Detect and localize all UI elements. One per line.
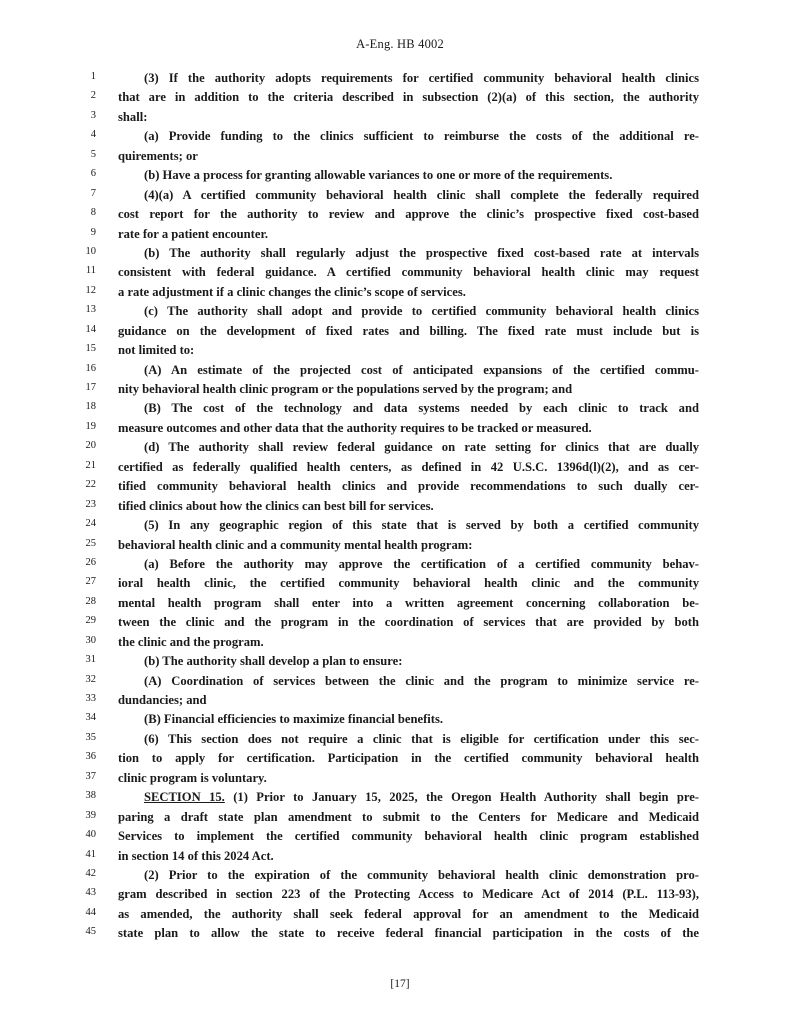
line-text: (c) The authority shall adopt and provide to certified community behavioral health clinics [144,304,699,319]
line-text: (A) An estimate of the projected cost of anticipated expansions of the certified commu- [144,362,699,377]
text-line [0,108,800,127]
line-number: 8 [90,207,96,219]
line-text: (5) In any geographic region of this state that is served by both a certified community [144,518,699,533]
line-text: state plan to allow the state to receive federal financial participation in the costs of the [118,926,699,941]
text-line [0,341,800,360]
line-text: a rate adjustment if a clinic changes the clinic’s scope of services. [118,284,466,299]
line-number: 31 [85,654,96,666]
line-number: 7 [90,187,96,199]
line-text: (a) Before the authority may approve the certification of a certified community behav- [144,556,699,571]
text-line [0,672,800,691]
line-text: cost report for the authority to review and approve the clinic’s prospective fixed cost-based [118,207,699,222]
text-line [0,749,800,768]
page-number: [17] [390,978,410,990]
line-text: tified community behavioral health clinics and provide recommendations to such dually cer- [118,479,699,494]
text-line [0,244,800,263]
text-line [0,361,800,380]
line-text [118,788,699,807]
line-number: 45 [85,926,96,938]
text-line [0,633,800,652]
text-line [0,924,800,943]
line-text: consistent with federal guidance. A certified community behavioral health clinic may request [118,265,699,280]
line-text-rest: (1) Prior to January 15, 2025, the Oregon Health Authority shall begin pre- [224,790,699,805]
line-number: 30 [85,634,96,646]
line-text: measure outcomes and other data that the authority requires to be tracked or measured. [118,420,592,435]
line-number: 13 [85,304,96,316]
line-text: (B) Financial efficiencies to maximize financial benefits. [144,712,444,727]
line-text: paring a draft state plan amendment to submit to the Centers for Medicare and Medicaid [118,809,699,824]
line-text: behavioral health clinic and a community mental health program: [118,537,473,552]
line-number: 9 [90,226,96,238]
line-number: 14 [85,323,96,335]
text-line [0,808,800,827]
text-line [0,419,800,438]
text-line [0,574,800,593]
line-text: (3) If the authority adopts requirements for certified community behavioral health clinics [144,71,699,85]
line-number: 37 [85,770,96,782]
line-number: 16 [85,362,96,374]
line-text: the clinic and the program. [118,634,264,649]
line-text: ioral health clinic, the certified community behavioral health clinic and the community [118,576,699,591]
line-number: 32 [85,673,96,685]
text-line [0,497,800,516]
line-number: 38 [85,790,96,802]
text-line [0,302,800,321]
text-line [0,847,800,866]
line-number: 25 [85,537,96,549]
line-text: clinic program is voluntary. [118,770,267,785]
line-number: 19 [85,420,96,432]
text-line [0,516,800,535]
text-line [0,788,800,807]
line-number: 17 [85,382,96,393]
line-text: certified as federally qualified health centers, as defined in 42 U.S.C. 1396d(l)(2), and as cer- [118,459,699,474]
line-text: tion to apply for certification. Participation in the certified community behavioral health [118,751,699,766]
line-text: rate for a patient encounter. [118,226,269,241]
line-text: dundancies; and [118,693,207,707]
line-text: not limited to: [118,343,195,358]
text-line [0,69,800,88]
line-text: tified clinics about how the clinics can best bill for services. [118,498,434,513]
text-line [0,438,800,457]
line-number: 36 [85,751,96,763]
page-header-title: A-Eng. HB 4002 [356,37,444,51]
line-number: 28 [85,595,96,607]
line-number: 26 [85,556,96,568]
line-text: tween the clinic and the program in the coordination of services that are provided by both [118,615,699,630]
text-line [0,380,800,399]
line-number: 10 [85,245,96,257]
text-line [0,730,800,749]
section-heading: SECTION 15. [144,790,225,805]
line-text: in section 14 of this 2024 Act. [118,848,274,863]
line-number: 29 [85,615,96,627]
text-line [0,477,800,496]
text-line [0,769,800,788]
text-line [0,536,800,555]
line-text: guidance on the development of fixed rates and billing. The fixed rate must include but is [118,323,699,338]
line-number: 43 [85,887,96,899]
text-line [0,147,800,166]
line-text: mental health program shall enter into a written agreement concerning collaboration be- [118,595,699,610]
text-line [0,88,800,107]
line-text: (b) The authority shall develop a plan to ensure: [144,654,403,669]
text-line [0,205,800,224]
line-text: (4)(a) A certified community behavioral health clinic shall complete the federally required [144,187,699,202]
line-text: gram described in section 223 of the Protecting Access to Medicare Act of 2014 (P.L. 113-93), [118,887,699,902]
text-line [0,263,800,282]
text-line [0,613,800,632]
text-line [0,710,800,729]
text-line [0,225,800,244]
line-text: (d) The authority shall review federal guidance on rate setting for clinics that are dually [144,440,699,455]
line-number: 15 [85,343,96,355]
line-text: quirements; or [118,148,198,163]
line-number: 11 [85,265,96,277]
line-number: 44 [85,906,96,918]
text-line [0,905,800,924]
text-line [0,885,800,904]
text-line [0,458,800,477]
line-number: 42 [85,867,96,879]
text-line [0,322,800,341]
line-text: Services to implement the certified community behavioral health clinic program established [118,829,699,844]
line-text: (a) Provide funding to the clinics sufficient to reimburse the costs of the additional re- [144,129,699,144]
line-number: 33 [85,693,96,704]
text-line [0,691,800,710]
line-text: as amended, the authority shall seek federal approval for an amendment to the Medicaid [118,906,699,921]
line-number: 39 [85,809,96,821]
line-text: (b) Have a process for granting allowable variances to one or more of the requirements. [144,168,613,183]
line-text: shall: [118,109,148,124]
line-number: 3 [90,109,96,121]
line-text: nity behavioral health clinic program or the populations served by the program; and [118,382,573,396]
line-number: 27 [85,576,96,588]
text-line [0,127,800,146]
text-line [0,186,800,205]
text-line [0,594,800,613]
line-number: 21 [85,459,96,471]
text-line [0,827,800,846]
line-number: 23 [85,498,96,510]
line-number: 34 [85,712,96,724]
bill-text-body [0,69,800,944]
line-number: 6 [90,168,96,180]
text-line [0,166,800,185]
line-number: 18 [85,401,96,413]
line-text: (B) The cost of the technology and data systems needed by each clinic to track and [144,401,699,416]
line-number: 22 [85,479,96,491]
line-text: (A) Coordination of services between the clinic and the program to minimize service re- [144,673,699,688]
text-line [0,652,800,671]
line-number: 12 [85,284,96,296]
line-number: 24 [85,518,96,530]
text-line [0,866,800,885]
line-number: 35 [85,731,96,743]
line-text: (6) This section does not require a clinic that is eligible for certification under this sec- [144,731,699,746]
line-number: 1 [90,71,96,82]
line-number: 20 [85,440,96,452]
line-text: that are in addition to the criteria described in subsection (2)(a) of this section, the authority [118,90,699,105]
line-number: 41 [85,848,96,860]
text-line [0,555,800,574]
text-line [0,399,800,418]
line-text: (2) Prior to the expiration of the community behavioral health clinic demonstration pro- [144,867,699,882]
line-number: 5 [90,148,96,160]
line-number: 40 [85,829,96,841]
line-number: 2 [90,90,96,102]
line-number: 4 [90,129,96,141]
line-text: (b) The authority shall regularly adjust the prospective fixed cost-based rate at intervals [144,245,699,260]
text-line [0,283,800,302]
